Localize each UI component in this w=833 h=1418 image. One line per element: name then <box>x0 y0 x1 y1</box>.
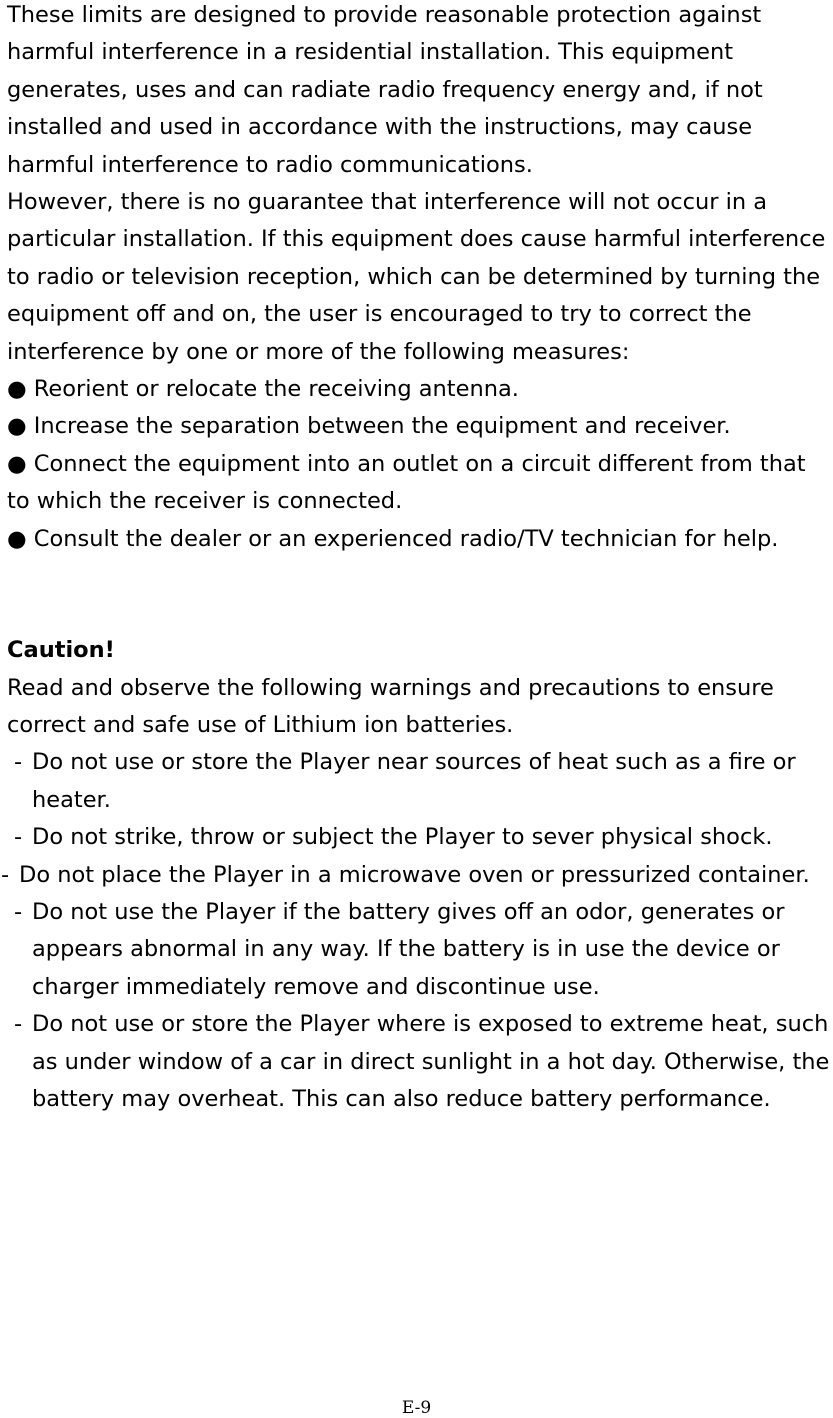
measure-item: ● Reorient or relocate the receiving antenna. <box>7 376 519 403</box>
caution-item-text: Do not use the Player if the battery gives off an odor, generates or appears abnormal in any way. If the battery is in use the device or charger immediately remove and discontinue use. <box>32 898 785 1000</box>
fcc-section <box>0 0 833 558</box>
fcc-guarantee-paragraph: However, there is no guarantee that interference will not occur in a particular installation. If this equipment does cause harmful interference to radio or television reception, which can be determined by turning the equipment off and on, the user is encouraged to try to correct the interference by one or more of the following measures: <box>7 189 826 365</box>
caution-heading: Caution! <box>7 637 115 664</box>
page-number: E-9 <box>401 1398 432 1418</box>
measure-item: ● Consult the dealer or an experienced radio/TV technician for help. <box>7 525 779 552</box>
caution-section <box>0 632 833 1118</box>
measure-item: ● Increase the separation between the equipment and receiver. <box>7 413 731 440</box>
caution-item <box>7 819 831 856</box>
caution-item-text: Do not use or store the Player where is exposed to extreme heat, such as under window of a car in direct sunlight in a hot day. Otherwise, the battery may overheat. This can also reduce battery performance. <box>32 1011 830 1112</box>
dash-marker: - <box>14 824 23 851</box>
dash-marker: - <box>14 1011 23 1038</box>
caution-item <box>7 894 831 1006</box>
caution-item <box>7 744 831 819</box>
dash-marker: - <box>14 749 23 776</box>
measure-item: ● Connect the equipment into an outlet on a circuit different from that to which the receiver is connected. <box>7 450 806 515</box>
caution-item-text: Do not place the Player in a microwave oven or pressurized container. <box>19 861 810 888</box>
dash-marker: - <box>14 898 23 925</box>
caution-item-text: Do not use or store the Player near sources of heat such as a fire or heater. <box>32 749 796 813</box>
fcc-limits-paragraph: These limits are designed to provide reasonable protection against harmful interference in a residential installation. This equipment generates, uses and can radiate radio frequency energy and, if not installed and used in accordance with the instructions, may cause harmful interference to radio communications. <box>7 2 763 178</box>
caution-item-text: Do not strike, throw or subject the Player to sever physical shock. <box>32 824 773 851</box>
caution-item <box>1 857 831 894</box>
caution-intro: Read and observe the following warnings and precautions to ensure correct and safe use of Lithium ion batteries. <box>7 674 774 738</box>
caution-item <box>7 1006 831 1118</box>
dash-marker: - <box>1 861 10 888</box>
section-spacer <box>0 558 833 632</box>
